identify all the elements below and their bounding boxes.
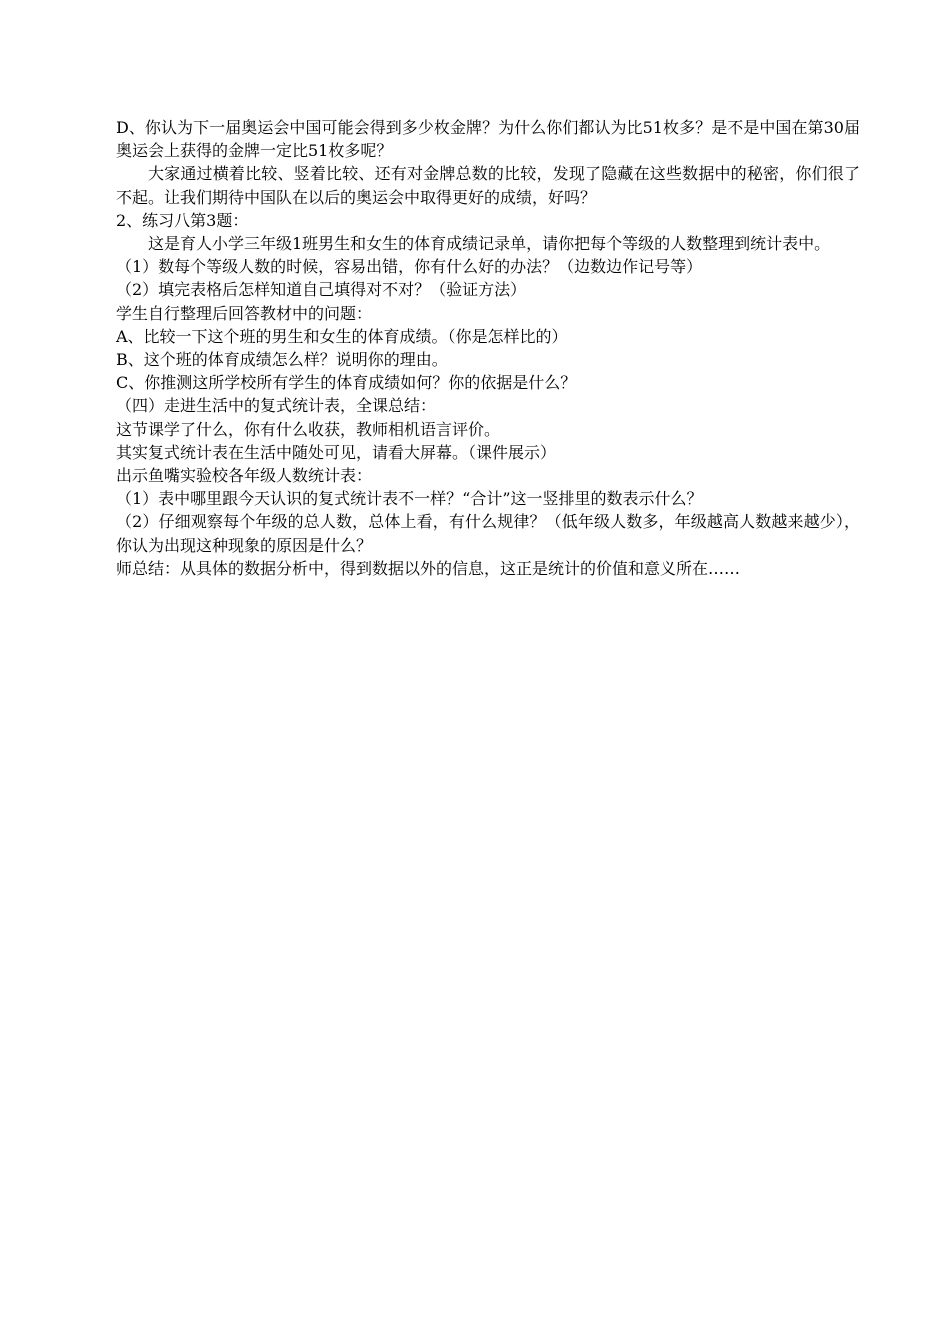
paragraph-exercise-question-1: （1）数每个等级人数的时候，容易出错，你有什么好的办法？（边数边作记号等）	[116, 257, 703, 277]
paragraph-exercise-intro: 这是育人小学三年级1班男生和女生的体育成绩记录单，请你把每个等级的人数整理到统计表中。	[148, 234, 831, 254]
paragraph-students-organize: 学生自行整理后回答教材中的问题：	[116, 303, 373, 323]
paragraph-show-table: 出示鱼嘴实验校各年级人数统计表：	[116, 466, 373, 486]
paragraph-exercise-question-2: （2）填完表格后怎样知道自己填得对不对？（验证方法）	[116, 280, 527, 300]
paragraph-teacher-summary: 师总结：从具体的数据分析中，得到数据以外的信息，这正是统计的价值和意义所在……	[116, 558, 741, 578]
paragraph-question-b: B、这个班的体育成绩怎么样？说明你的理由。	[116, 350, 448, 370]
paragraph-question-c: C、你推测这所学校所有学生的体育成绩如何？你的依据是什么？	[116, 373, 577, 393]
paragraph-table-question-2: （2）仔细观察每个年级的总人数，总体上看，有什么规律？（低年级人数多，年级越高人数越来越少），你认为出现这种现象的原因是什么？	[116, 512, 860, 555]
paragraph-table-question-1: （1）表中哪里跟今天认识的复式统计表不一样？“合计”这一竖排里的数表示什么？	[116, 489, 703, 509]
paragraph-question-a: A、比较一下这个班的男生和女生的体育成绩。（你是怎样比的）	[116, 326, 568, 346]
paragraph-question-d: D、你认为下一届奥运会中国可能会得到多少枚金牌？为什么你们都认为比51枚多？是不是中国在第30届奥运会上获得的金牌一定比51枚多呢？	[116, 118, 860, 161]
section-heading-four: （四）走进生活中的复式统计表，全课总结：	[116, 396, 437, 416]
paragraph-lesson-review: 这节课学了什么，你有什么收获，教师相机语言评价。	[116, 419, 501, 439]
paragraph-summary-comparison: 大家通过横着比较、竖着比较、还有对金牌总数的比较，发现了隐藏在这些数据中的秘密，你们很了不起。让我们期待中国队在以后的奥运会中取得更好的成绩，好吗？	[116, 164, 860, 207]
paragraph-exercise-heading: 2、练习八第3题：	[116, 210, 249, 230]
document-page	[116, 116, 860, 580]
paragraph-life-examples: 其实复式统计表在生活中随处可见，请看大屏幕。（课件展示）	[116, 442, 557, 462]
